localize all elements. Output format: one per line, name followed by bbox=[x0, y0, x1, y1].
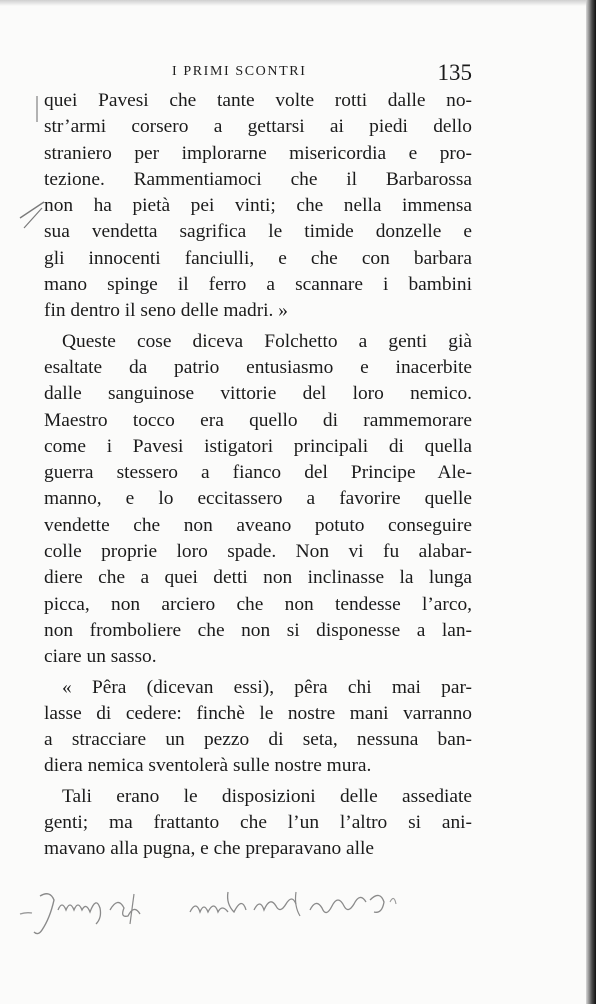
text-line: mano spinge il ferro a scannare i bambini bbox=[44, 274, 472, 296]
text-line: straniero per implorarne misericordia e pro- bbox=[44, 142, 472, 164]
text-line: picca, non arciero che non tendesse l’arco, bbox=[44, 593, 472, 615]
text-line: quei Pavesi che tante volte rotti dalle no- bbox=[44, 90, 472, 111]
text-line: diera nemica sventolerà sulle nostre mura. bbox=[44, 755, 372, 777]
text-line: non ha pietà pei vinti; che nella immensa bbox=[44, 195, 472, 217]
text-line: fin dentro il seno delle madri. » bbox=[44, 300, 288, 322]
text-line: esaltate da patrio entusiasmo e inacerbite bbox=[44, 356, 472, 378]
scan-right-edge bbox=[586, 0, 596, 1004]
paragraph bbox=[44, 88, 472, 325]
text-line: Queste cose diceva Folchetto a genti già bbox=[62, 330, 472, 352]
text-line: diere che a quei detti non inclinasse la lunga bbox=[44, 567, 472, 589]
text-line: guerra stessero a fianco del Principe Ale- bbox=[44, 462, 472, 484]
scan-top-shadow bbox=[0, 0, 596, 6]
text-line: sua vendetta sagrifica le timide donzelle e bbox=[44, 221, 472, 243]
text-line: manno, e lo eccitassero a favorire quelle bbox=[44, 488, 472, 510]
text-line: Maestro tocco era quello di rammemorare bbox=[44, 409, 472, 431]
body-text bbox=[44, 88, 472, 863]
running-title: I PRIMI SCONTRI bbox=[172, 64, 307, 79]
paragraph bbox=[44, 329, 472, 671]
text-line: mavano alla pugna, e che preparavano alle bbox=[44, 838, 375, 860]
paragraph bbox=[44, 784, 472, 863]
text-line: str’armi corsero a gettarsi ai piedi dello bbox=[44, 116, 472, 138]
text-line: colle proprie loro spade. Non vi fu alabar- bbox=[44, 541, 472, 563]
text-line: « Pêra (dicevan essi), pêra chi mai par- bbox=[62, 676, 472, 698]
page-header bbox=[40, 62, 470, 88]
text-line: a stracciare un pezzo di seta, nessuna ban- bbox=[44, 729, 472, 751]
pencil-handwritten-note bbox=[14, 880, 434, 940]
text-line: Tali erano le disposizioni delle assediate bbox=[62, 785, 472, 807]
text-line: non fromboliere che non si disponesse a lan- bbox=[44, 619, 472, 641]
paragraph bbox=[44, 675, 472, 780]
text-line: vendette che non aveano potuto conseguire bbox=[44, 514, 472, 536]
page-number: 135 bbox=[437, 60, 472, 85]
text-line: come i Pavesi istigatori principali di quella bbox=[44, 435, 472, 457]
text-line: tezione. Rammentiamoci che il Barbarossa bbox=[44, 168, 472, 190]
text-line: dalle sanguinose vittorie del loro nemico. bbox=[44, 383, 472, 405]
text-line: ciare un sasso. bbox=[44, 646, 157, 668]
text-line: gli innocenti fanciulli, e che con barbara bbox=[44, 247, 472, 269]
margin-line-mark bbox=[36, 96, 38, 122]
text-line: genti; ma frattanto che l’un l’altro si ani- bbox=[44, 812, 472, 834]
text-line: lasse di cedere: finchè le nostre mani varranno bbox=[44, 702, 472, 724]
